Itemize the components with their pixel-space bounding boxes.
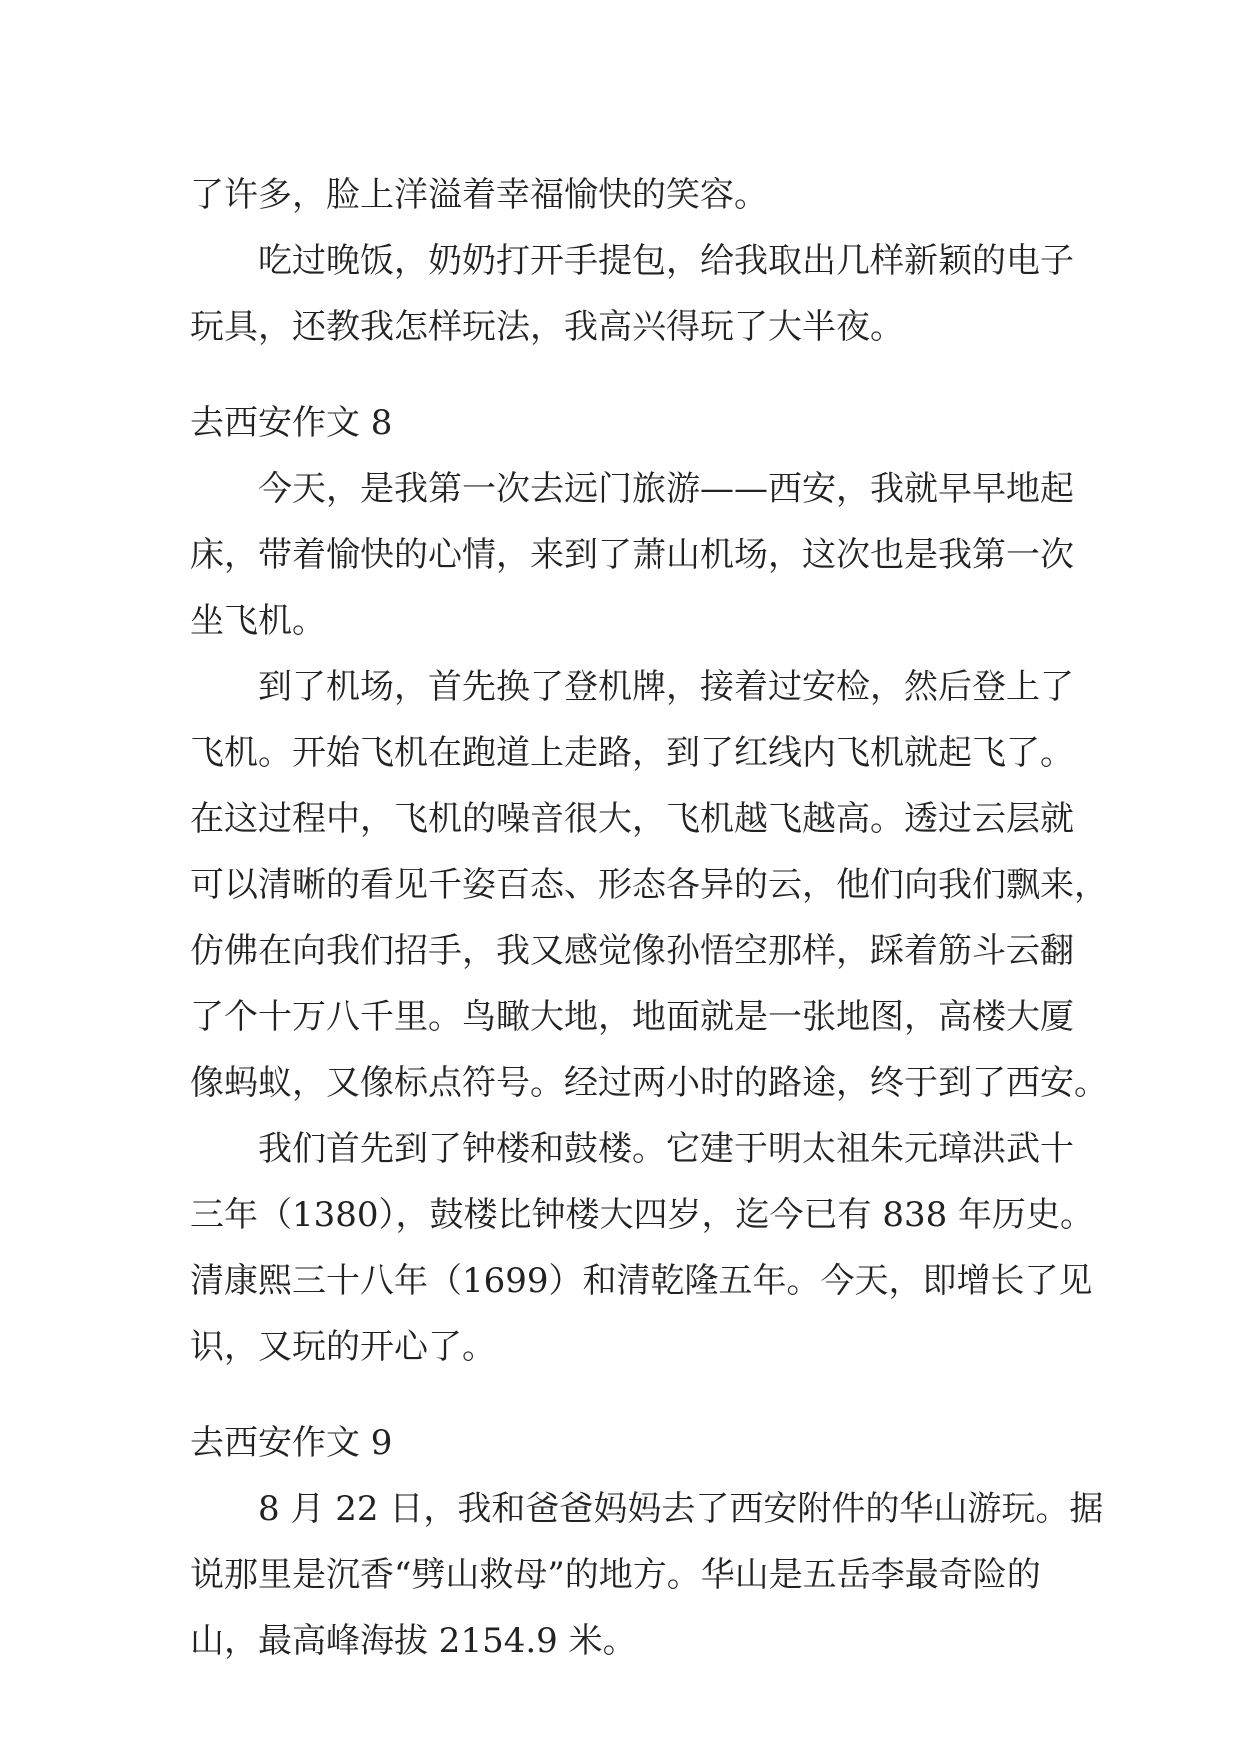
paragraph-line: 吃过晚饭，奶奶打开手提包，给我取出几样新颖的电子 bbox=[258, 241, 1074, 281]
paragraph-line: 三年（1380），鼓楼比钟楼大四岁，迄今已有 838 年历史。 bbox=[190, 1195, 1095, 1235]
section-title-9: 去西安作文 9 bbox=[190, 1423, 393, 1463]
paragraph-line: 坐飞机。 bbox=[190, 601, 326, 641]
paragraph-line: 像蚂蚁，又像标点符号。经过两小时的路途，终于到了西安。 bbox=[190, 1063, 1108, 1103]
section-gap bbox=[190, 360, 1058, 390]
paragraph-line: 在这过程中，飞机的噪音很大，飞机越飞越高。透过云层就 bbox=[190, 799, 1074, 839]
paragraph-line: 仿佛在向我们招手，我又感觉像孙悟空那样，踩着筋斗云翻 bbox=[190, 931, 1074, 971]
document-body bbox=[190, 162, 1108, 1674]
paragraph-line: 我们首先到了钟楼和鼓楼。它建于明太祖朱元璋洪武十 bbox=[258, 1129, 1074, 1169]
paragraph-line: 玩具，还教我怎样玩法，我高兴得玩了大半夜。 bbox=[190, 307, 904, 347]
paragraph-line: 清康熙三十八年（1699）和清乾隆五年。今天，即增长了见 bbox=[190, 1261, 1093, 1301]
paragraph-line: 床，带着愉快的心情，来到了萧山机场，这次也是我第一次 bbox=[190, 535, 1074, 575]
paragraph-line: 说那里是沉香“劈山救母”的地方。华山是五岳李最奇险的 bbox=[190, 1555, 1041, 1595]
paragraph-line: 飞机。开始飞机在跑道上走路，到了红线内飞机就起飞了。 bbox=[190, 733, 1074, 773]
section-title-8: 去西安作文 8 bbox=[190, 403, 393, 443]
paragraph-line: 到了机场，首先换了登机牌，接着过安检，然后登上了 bbox=[258, 667, 1074, 707]
paragraph-line: 今天，是我第一次去远门旅游——西安，我就早早地起 bbox=[258, 469, 1074, 509]
paragraph-line: 识，又玩的开心了。 bbox=[190, 1327, 496, 1367]
paragraph-line: 可以清晰的看见千姿百态、形态各异的云，他们向我们飘来， bbox=[190, 865, 1108, 905]
paragraph-line: 了个十万八千里。鸟瞰大地，地面就是一张地图，高楼大厦 bbox=[190, 997, 1074, 1037]
section-gap bbox=[190, 1380, 1058, 1410]
paragraph-line: 山，最高峰海拔 2154.9 米。 bbox=[190, 1621, 637, 1661]
paragraph-line: 8 月 22 日，我和爸爸妈妈去了西安附件的华山游玩。据 bbox=[258, 1489, 1104, 1529]
paragraph-line: 了许多，脸上洋溢着幸福愉快的笑容。 bbox=[190, 175, 768, 215]
